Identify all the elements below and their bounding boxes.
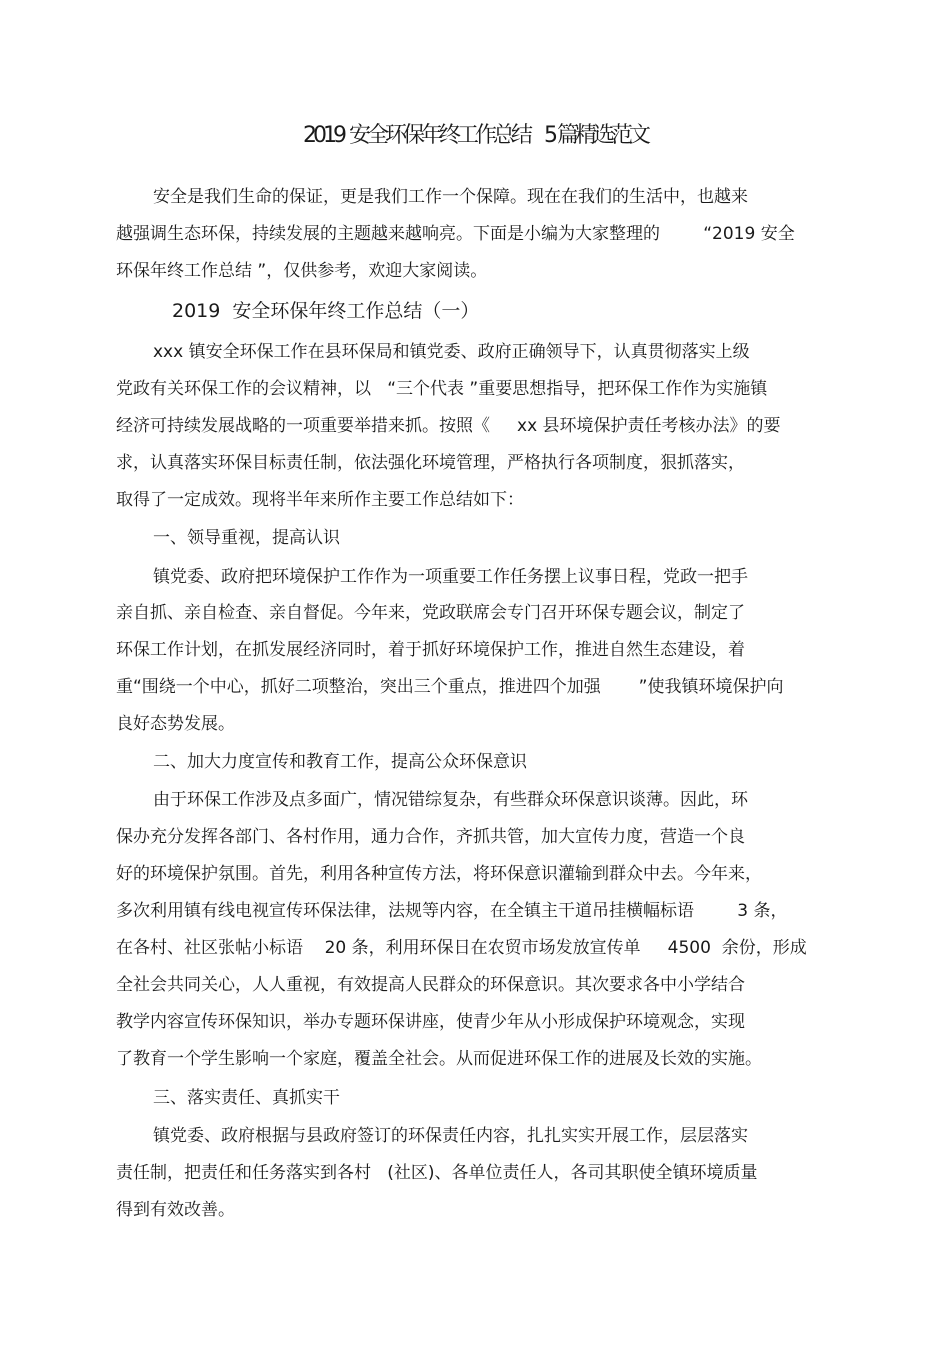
p1-line-4: 求，认真落实环保目标责任制，依法强化环境管理，严格执行各项制度，狠抓落实， <box>116 453 745 473</box>
p3-line-4: 多次利用镇有线电视宣传环保法律，法规等内容，在全镇主干道吊挂横幅标语 3 条， <box>116 901 788 921</box>
intro-line-1: 安全是我们生命的保证，更是我们工作一个保障。现在在我们的生活中，也越来 <box>153 187 748 207</box>
p2-line-5: 良好态势发展。 <box>116 714 235 734</box>
p3-line-8: 了教育一个学生影响一个家庭，覆盖全社会。从而促进环保工作的进展及长效的实施。 <box>116 1049 762 1069</box>
p3-line-3: 好的环境保护氛围。首先，利用各种宣传方法，将环保意识灌输到群众中去。今年来， <box>116 864 762 884</box>
intro-line-3: 环保年终工作总结 ”，仅供参考，欢迎大家阅读。 <box>116 261 488 281</box>
p1-line-2: 党政有关环保工作的会议精神，以 “三个代表 ”重要思想指导，把环保工作作为实施镇 <box>116 379 768 399</box>
p3-line-2: 保办充分发挥各部门、各村作用，通力合作，齐抓共管，加大宣传力度，营造一个良 <box>116 827 745 847</box>
heading-1: 一、领导重视，提高认识 <box>153 528 340 548</box>
p4-line-2: 责任制，把责任和任务落实到各村 (社区)、各单位责任人，各司其职使全镇环境质量 <box>116 1163 758 1183</box>
heading-3: 三、落实责任、真抓实干 <box>153 1088 340 1108</box>
p2-line-3: 环保工作计划，在抓发展经济同时，着于抓好环境保护工作，推进自然生态建设，着 <box>116 640 745 660</box>
p3-line-5: 在各村、社区张帖小标语 20 条，利用环保日在农贸市场发放宣传单 4500 余份，形成 <box>116 938 807 958</box>
p3-line-6: 全社会共同关心，人人重视，有效提高人民群众的环保意识。其次要求各中小学结合 <box>116 975 745 995</box>
p1-line-3: 经济可持续发展战略的一项重要举措来抓。按照《 xx 县环境保护责任考核办法》的要 <box>116 416 781 436</box>
p2-line-1: 镇党委、政府把环境保护工作作为一项重要工作任务摆上议事日程，党政一把手 <box>153 567 748 587</box>
document-title: 2019 安全环保年终工作总结 5 篇精选范文 <box>303 123 647 148</box>
p3-line-1: 由于环保工作涉及点多面广，情况错综复杂，有些群众环保意识谈薄。因此，环 <box>153 790 748 810</box>
p4-line-3: 得到有效改善。 <box>116 1200 235 1220</box>
p1-line-5: 取得了一定成效。现将半年来所作主要工作总结如下： <box>116 490 524 510</box>
p3-line-7: 教学内容宣传环保知识，举办专题环保讲座，使青少年从小形成保护环境观念，实现 <box>116 1012 745 1032</box>
heading-2: 二、加大力度宣传和教育工作，提高公众环保意识 <box>153 752 527 772</box>
p2-line-2: 亲自抓、亲自检查、亲自督促。今年来，党政联席会专门召开环保专题会议，制定了 <box>116 603 745 623</box>
intro-line-2: 越强调生态环保，持续发展的主题越来越响亮。下面是小编为大家整理的 “2019 安全 <box>116 224 795 244</box>
section-heading: 2019 安全环保年终工作总结（一） <box>172 300 480 322</box>
p2-line-4: 重“围绕一个中心，抓好二项整治，突出三个重点，推进四个加强 ”使我镇环境保护向 <box>116 677 784 697</box>
p1-line-1: xxx 镇安全环保工作在县环保局和镇党委、政府正确领导下，认真贯彻落实上级 <box>153 342 750 362</box>
p4-line-1: 镇党委、政府根据与县政府签订的环保责任内容，扎扎实实开展工作，层层落实 <box>153 1126 748 1146</box>
